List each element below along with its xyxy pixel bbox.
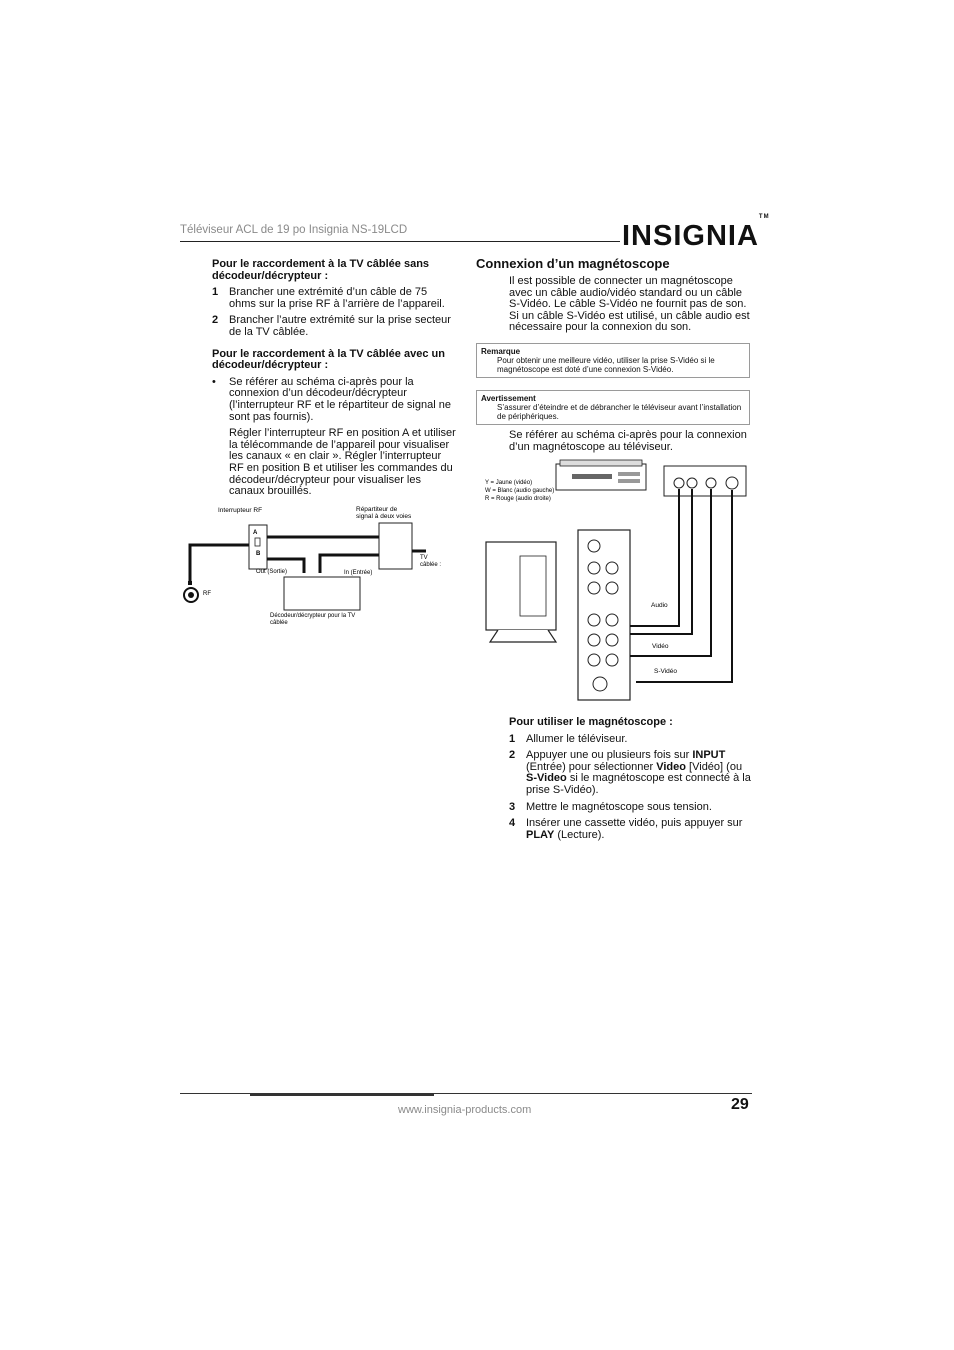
legend-white: W = Blanc (audio gauche) [485, 488, 555, 494]
step-text: (Lecture). [554, 828, 605, 841]
step-number: 3 [509, 800, 516, 813]
warning-text: S’assurer d’éteindre et de débrancher le téléviseur avant l’installation de périphériques. [497, 403, 742, 421]
step-text: Video [656, 760, 686, 773]
paragraph: Régler l’interrupteur RF en position A et utiliser la télécommande de l’appareil pour visualiser les canaux « en clair ». Régler l’interrupteur RF en position B et utiliser les commandes du décodeur/décrypteur pour visualiser les canaux brouillés. [229, 427, 456, 498]
note-label: Remarque [481, 347, 521, 356]
tv-jack-panel [578, 530, 630, 700]
list-item: 1 Brancher une extrémité d’un câble de 75 ohms sur la prise RF à l’arrière de l’appareil. [212, 286, 445, 310]
intro-paragraph: Il est possible de connecter un magnétoscope avec un câble audio/vidéo standard ou un câble S-Vidéo. Le câble S-Vidéo ne fournit pas de son. Si un câble S-Vidéo est utilisé, un câble audio est nécessaire pour la connexion du son. [509, 275, 750, 334]
rf-switch-label: Interrupteur RF [218, 507, 263, 514]
footer-rule-accent [250, 1094, 434, 1096]
warning-box [476, 390, 750, 425]
usage-title: Pour utiliser le magnétoscope : [509, 716, 673, 728]
step-number: 1 [509, 732, 516, 745]
switch-a-label: A [253, 530, 258, 536]
splitter-label: Répartiteur de signal à deux voies [356, 506, 412, 520]
note-box [476, 343, 750, 378]
step-number: 4 [509, 817, 516, 830]
section-heading: Connexion d’un magnétoscope [476, 256, 670, 271]
insignia-logo: INSIGNIA™ [622, 214, 770, 252]
splitter-box [379, 523, 412, 569]
header-title: Téléviseur ACL de 19 po Insignia NS-19LCD [180, 224, 408, 236]
step-number: 2 [509, 749, 516, 762]
header-rule [180, 241, 620, 242]
step-text: Appuyer une ou plusieurs fois sur [526, 749, 693, 762]
video-label: Vidéo [652, 643, 669, 650]
tv-cable-label: TV câblée : [420, 555, 442, 568]
svideo-label: S-Vidéo [654, 668, 678, 675]
reference-paragraph: Se référer au schéma ci-après pour la connexion d’un magnétoscope au téléviseur. [509, 429, 747, 453]
step-text: Mettre le magnétoscope sous tension. [526, 800, 712, 813]
page-number: 29 [731, 1096, 749, 1113]
section1-title: Pour le raccordement à la TV câblée sans décodeur/décrypteur : [212, 258, 430, 282]
decoder-label: Décodeur/décrypteur pour la TV câblée [270, 613, 356, 626]
left-column [212, 259, 457, 498]
audio-label: Audio [651, 602, 668, 609]
out-label: Out (Sortie) [256, 569, 288, 575]
step-text: [Vidéo] (ou [686, 760, 743, 773]
step-item [509, 750, 752, 796]
step-text: Allumer le téléviseur. [526, 732, 628, 745]
warning-label: Avertissement [481, 394, 536, 403]
step-text: si le magnétoscope est connecté à la prise S-Vidéo). [526, 772, 751, 796]
footer-url: www.insignia-products.com [398, 1104, 532, 1116]
note-text: Pour obtenir une meilleure vidéo, utiliser la prise S-Vidéo si le magnétoscope est doté d’une connexion S-Vidéo. [497, 356, 715, 374]
usage-section [509, 717, 752, 841]
step-item [509, 734, 752, 746]
bullet-item: • Se référer au schéma ci-après pour la connexion d’un décodeur/décrypteur (l’interrupteur RF et le répartiteur de signal ne sont pas fournis). [212, 375, 451, 423]
legend-red: R = Rouge (audio droite) [485, 496, 551, 502]
decoder-diagram [180, 503, 460, 633]
vcr-diagram [476, 456, 752, 708]
step-text: INPUT [692, 749, 726, 762]
step-text: Insérer une cassette vidéo, puis appuyer sur [526, 817, 743, 830]
decoder-box [284, 577, 360, 610]
step-item [509, 818, 752, 841]
in-label: In (Entrée) [344, 570, 373, 576]
section2-title: Pour le raccordement à la TV câblée avec un décodeur/décrypteur : [212, 347, 445, 372]
legend-yellow: Y = Jaune (vidéo) [485, 480, 533, 486]
step-text: (Entrée) pour sélectionner [526, 760, 657, 773]
switch-b-label: B [256, 551, 261, 557]
step-text: S-Video [526, 772, 567, 785]
step-item [509, 802, 752, 814]
rf-switch-box [249, 525, 267, 569]
step-text: PLAY [526, 828, 555, 841]
rf-label: RF [203, 591, 211, 597]
list-item: 2 Brancher l’autre extrémité sur la prise secteur de la TV câblée. [212, 314, 451, 338]
